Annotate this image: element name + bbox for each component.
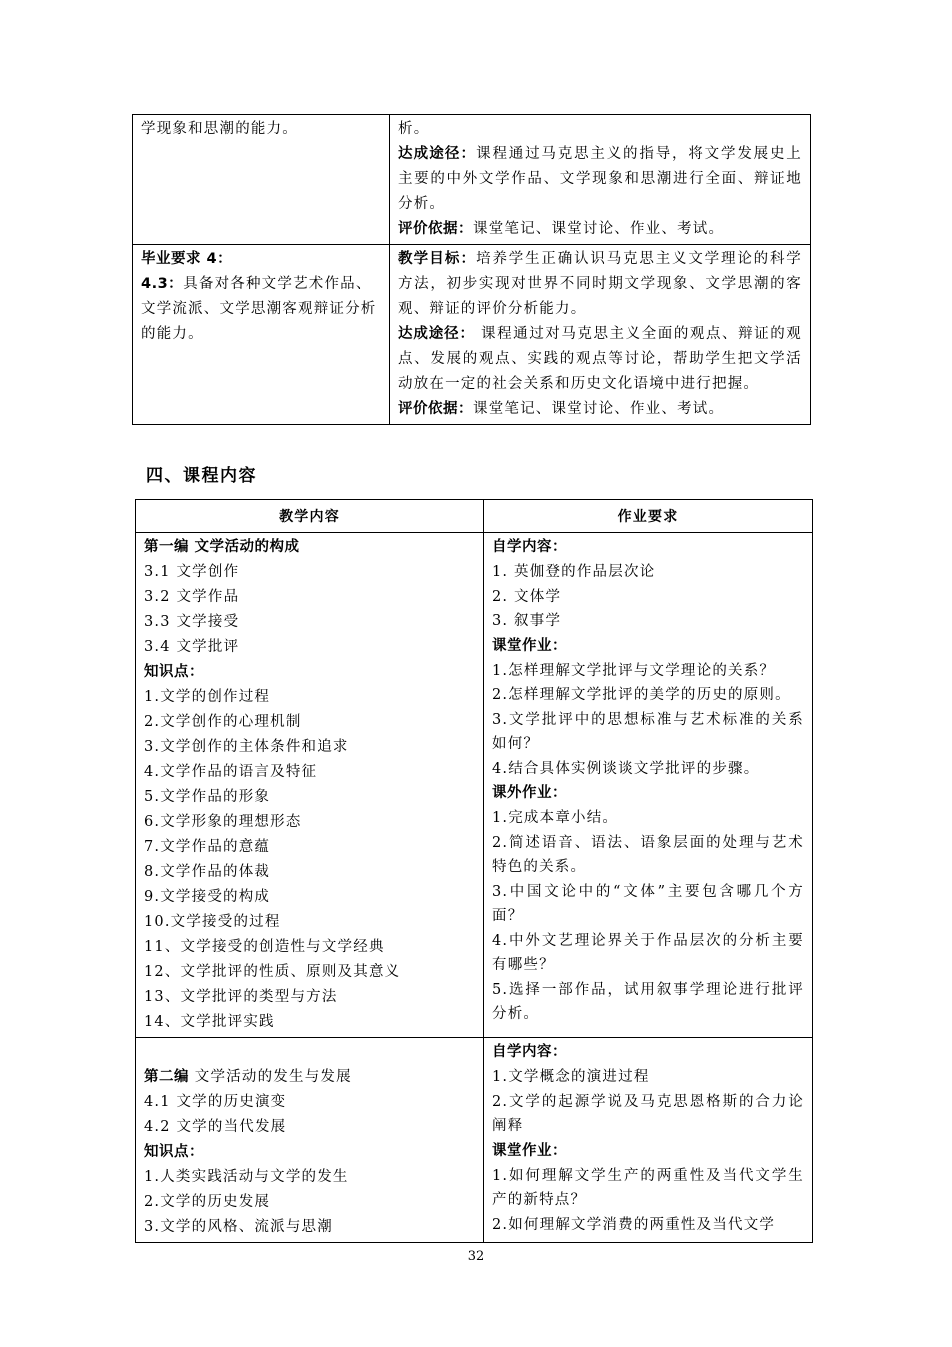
path-text: 课程通过马克思主义的指导，将文学发展史上主要的中外文学作品、文学现象和思潮进行全面、辩证地分析。 [398,146,802,212]
eval-label: 评价依据： [398,221,473,237]
class-assignment-item: 2.怎样理解文学批评的美学的历史的原则。 [492,687,791,703]
unit-title-bold: 第二编 [144,1069,189,1085]
objective-text: 析。 [398,121,430,137]
teaching-content-cell [136,533,484,1038]
self-study-label: 自学内容： [492,539,567,555]
achievement-path [398,322,802,397]
objective-cell [390,115,811,245]
self-study-item: 1. 英伽登的作品层次论 [492,564,656,580]
knowledge-points-label: 知识点： [144,664,204,680]
achievement-path [398,142,802,217]
knowledge-point: 3.文学的风格、流派与思潮 [144,1219,333,1235]
section-item: 4.1 文学的历史演变 [144,1094,287,1110]
header-homework-requirements: 作业要求 [484,500,813,533]
class-assignment-label: 课堂作业： [492,637,567,654]
class-assignment-item: 1.如何理解文学生产的两重性及当代文学生产的新特点？ [492,1167,804,1208]
section-title: 四、课程内容 [146,466,257,486]
table-row [136,1038,813,1243]
eval-text: 课堂笔记、课堂讨论、作业、考试。 [473,221,725,237]
knowledge-point: 10.文学接受的过程 [144,914,281,930]
evaluation-basis [398,217,802,242]
table-row [133,115,811,245]
extra-assignment-item: 4.中外文艺理论界关于作品层次的分析主要有哪些？ [492,932,804,973]
homework-cell [484,533,813,1038]
evaluation-basis [398,397,802,422]
extra-assignment-label: 课外作业： [492,785,567,801]
knowledge-point: 4.文学作品的语言及特征 [144,764,318,780]
goal-label: 教学目标： [398,251,477,267]
class-assignment-label: 课堂作业： [492,1142,567,1159]
knowledge-point: 9.文学接受的构成 [144,889,271,905]
section-item: 3.1 文学创作 [144,564,240,580]
section-item: 3.4 文学批评 [144,639,240,655]
extra-assignment-item: 3.中国文论中的“文体”主要包含哪几个方面？ [492,883,804,924]
eval-text: 课堂笔记、课堂讨论、作业、考试。 [473,401,725,417]
requirement-text: 学现象和思潮的能力。 [141,121,298,137]
knowledge-point: 1.文学的创作过程 [144,689,271,705]
class-assignment-item: 3.文学批评中的思想标准与艺术标准的关系如何？ [492,711,804,752]
homework-cell [484,1038,813,1243]
knowledge-point: 12、文学批评的性质、原则及其意义 [144,964,401,980]
eval-label: 评价依据： [398,401,473,417]
page-number: 32 [467,1249,485,1264]
extra-assignment-item: 5.选择一部作品，试用叙事学理论进行批评分析。 [492,981,804,1022]
extra-assignment-item: 1.完成本章小结。 [492,810,619,826]
path-label: 达成途径： [398,326,475,342]
table-header-row [136,500,813,533]
table-row [136,533,813,1038]
unit-title-rest: 文学活动的发生与发展 [189,1069,352,1085]
objective-cell [390,245,811,425]
requirement-title: 毕业要求 4： [141,251,233,267]
self-study-item: 1.文学概念的演进过程 [492,1069,650,1085]
course-content-table [135,499,813,1243]
requirement-number: 4.3： [141,276,184,292]
spacer [144,1040,475,1065]
knowledge-point: 6.文学形象的理想形态 [144,814,302,830]
knowledge-point: 13、文学批评的类型与方法 [144,989,338,1005]
extra-assignment-item: 2.简述语音、语法、语象层面的处理与艺术特色的关系。 [492,834,804,875]
knowledge-point: 2.文学的历史发展 [144,1194,271,1210]
table-row [133,245,811,425]
class-assignment-item: 2.如何理解文学消费的两重性及当代文学 [492,1216,776,1233]
self-study-item: 2.文学的起源学说及马克思恩格斯的合力论阐释 [492,1093,804,1134]
self-study-item: 3. 叙事学 [492,613,562,629]
requirement-text [141,272,381,347]
teaching-goal [398,247,802,322]
teaching-content-cell [136,1038,484,1243]
class-assignment-item: 4.结合具体实例谈谈文学批评的步骤。 [492,760,760,777]
goal-text: 培养学生正确认识马克思主义文学理论的科学方法，初步实现对世界不同时期文学现象、文学思潮的客观、辩证的评价分析能力。 [398,251,802,317]
requirement-cell [133,245,390,425]
knowledge-points-label: 知识点： [144,1144,204,1160]
knowledge-point: 3.文学创作的主体条件和追求 [144,739,349,755]
knowledge-point: 14、文学批评实践 [144,1014,275,1030]
self-study-label: 自学内容： [492,1044,567,1060]
path-label: 达成途径： [398,146,477,162]
knowledge-point: 11、文学接受的创造性与文学经典 [144,939,385,955]
knowledge-point: 2.文学创作的心理机制 [144,714,302,730]
self-study-item: 2. 文体学 [492,588,562,605]
knowledge-point: 7.文学作品的意蕴 [144,839,271,855]
section-item: 3.3 文学接受 [144,614,240,630]
requirement-cell [133,115,390,245]
requirements-table [132,114,811,425]
unit-title [144,1065,475,1090]
knowledge-point: 8.文学作品的体裁 [144,864,271,880]
knowledge-point: 1.人类实践活动与文学的发生 [144,1169,349,1185]
section-item: 3.2 文学作品 [144,589,240,605]
unit-title: 第一编 文学活动的构成 [144,539,300,555]
requirement-body: 具备对各种文学艺术作品、文学流派、文学思潮客观辩证分析的能力。 [141,276,377,342]
path-text: 课程通过对马克思主义全面的观点、辩证的观点、发展的观点、实践的观点等讨论，帮助学生把文学活动放在一定的社会关系和历史文化语境中进行把握。 [398,326,803,392]
section-item: 4.2 文学的当代发展 [144,1119,287,1135]
knowledge-point: 5.文学作品的形象 [144,789,271,805]
header-teaching-content: 教学内容 [136,500,484,533]
class-assignment-item: 1.怎样理解文学批评与文学理论的关系？ [492,662,776,679]
